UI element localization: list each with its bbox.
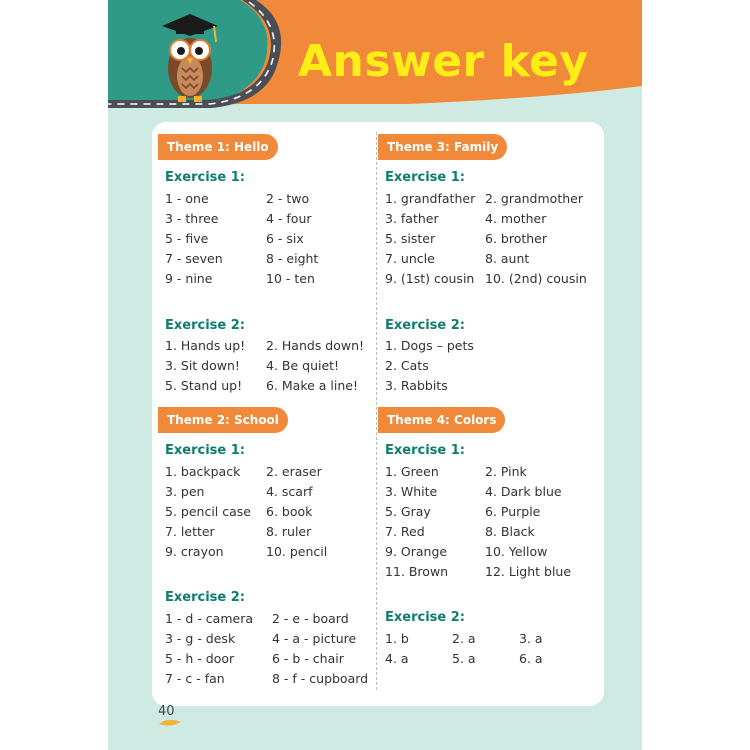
answer-item: 9. Orange (385, 544, 448, 559)
answer-item: 9. (1st) cousin (385, 271, 475, 286)
answer-item: 1. b (385, 631, 409, 646)
answer-item: 9. crayon (165, 544, 224, 559)
answer-key-page (108, 0, 642, 750)
answer-item: 4 - a - picture (272, 631, 357, 646)
answer-item: 4. Be quiet! (266, 358, 340, 373)
answer-item: 5. Stand up! (165, 378, 243, 393)
leaf-icon (158, 718, 182, 728)
exercise-title: Exercise 2: (385, 318, 465, 333)
answer-item: 8. aunt (485, 251, 530, 266)
answer-item: 6. book (266, 504, 313, 519)
answer-item: 2. eraser (266, 464, 322, 479)
answer-item: 2. grandmother (485, 191, 583, 206)
exercise-title: Exercise 1: (165, 443, 245, 458)
answer-item: 7. letter (165, 524, 215, 539)
answer-item: 1 - one (165, 191, 209, 206)
answer-item: 11. Brown (385, 564, 449, 579)
answer-item: 2 - two (266, 191, 310, 206)
answer-item: 7. uncle (385, 251, 435, 266)
exercise-title: Exercise 1: (385, 443, 465, 458)
answer-item: 5. Gray (385, 504, 431, 519)
answer-card (152, 122, 604, 706)
answer-item: 6 - b - chair (272, 651, 344, 666)
answer-item: 4. scarf (266, 484, 313, 499)
exercise-title: Exercise 2: (385, 610, 465, 625)
answer-item: 10 - ten (266, 271, 315, 286)
answer-item: 3 - g - desk (165, 631, 236, 646)
answer-item: 7 - c - fan (165, 671, 225, 686)
answer-item: 6 - six (266, 231, 304, 246)
answer-item: 12. Light blue (485, 564, 572, 579)
answer-item: 3. Rabbits (385, 378, 448, 393)
exercise-title: Exercise 2: (165, 590, 245, 605)
answer-item: 5. a (452, 651, 476, 666)
answer-item: 1. Hands up! (165, 338, 246, 353)
answer-item: 6. brother (485, 231, 547, 246)
page-number: 40 (158, 704, 175, 719)
answer-item: 5 - five (165, 231, 209, 246)
answer-item: 8 - f - cupboard (272, 671, 369, 686)
answer-item: 8 - eight (266, 251, 319, 266)
answer-item: 2. a (452, 631, 476, 646)
answer-item: 3. Sit down! (165, 358, 240, 373)
answer-item: 6. a (519, 651, 543, 666)
answer-item: 1. grandfather (385, 191, 476, 206)
answer-item: 5 - h - door (165, 651, 235, 666)
answer-item: 2. Pink (485, 464, 527, 479)
answer-item: 1. backpack (165, 464, 241, 479)
answer-item: 4. Dark blue (485, 484, 562, 499)
theme-label: Theme 1: Hello (158, 134, 278, 160)
theme-label: Theme 4: Colors (378, 407, 505, 433)
answer-item: 5. pencil case (165, 504, 251, 519)
answer-item: 3 - three (165, 211, 219, 226)
answer-item: 10. (2nd) cousin (485, 271, 587, 286)
answer-item: 2 - e - board (272, 611, 349, 626)
answer-item: 8. ruler (266, 524, 312, 539)
column-divider (376, 132, 377, 690)
answer-item: 7 - seven (165, 251, 223, 266)
exercise-title: Exercise 2: (165, 318, 245, 333)
answer-item: 1 - d - camera (165, 611, 254, 626)
answer-item: 10. pencil (266, 544, 328, 559)
answer-item: 3. a (519, 631, 543, 646)
answer-item: 4. a (385, 651, 409, 666)
answer-item: 1. Green (385, 464, 439, 479)
answer-item: 4. mother (485, 211, 547, 226)
page-title: Answer key (298, 36, 589, 87)
answer-item: 7. Red (385, 524, 425, 539)
owl-graduate-icon (158, 12, 222, 106)
answer-item: 2. Hands down! (266, 338, 365, 353)
answer-item: 5. sister (385, 231, 436, 246)
exercise-title: Exercise 1: (385, 170, 465, 185)
answer-item: 10. Yellow (485, 544, 548, 559)
theme-label: Theme 3: Family (378, 134, 507, 160)
answer-item: 3. pen (165, 484, 205, 499)
answer-item: 8. Black (485, 524, 535, 539)
answer-item: 3. father (385, 211, 439, 226)
answer-item: 6. Make a line! (266, 378, 359, 393)
answer-item: 2. Cats (385, 358, 429, 373)
answer-item: 9 - nine (165, 271, 213, 286)
answer-item: 6. Purple (485, 504, 541, 519)
answer-item: 4 - four (266, 211, 312, 226)
answer-item: 1. Dogs – pets (385, 338, 474, 353)
theme-label: Theme 2: School (158, 407, 288, 433)
answer-item: 3. White (385, 484, 438, 499)
exercise-title: Exercise 1: (165, 170, 245, 185)
